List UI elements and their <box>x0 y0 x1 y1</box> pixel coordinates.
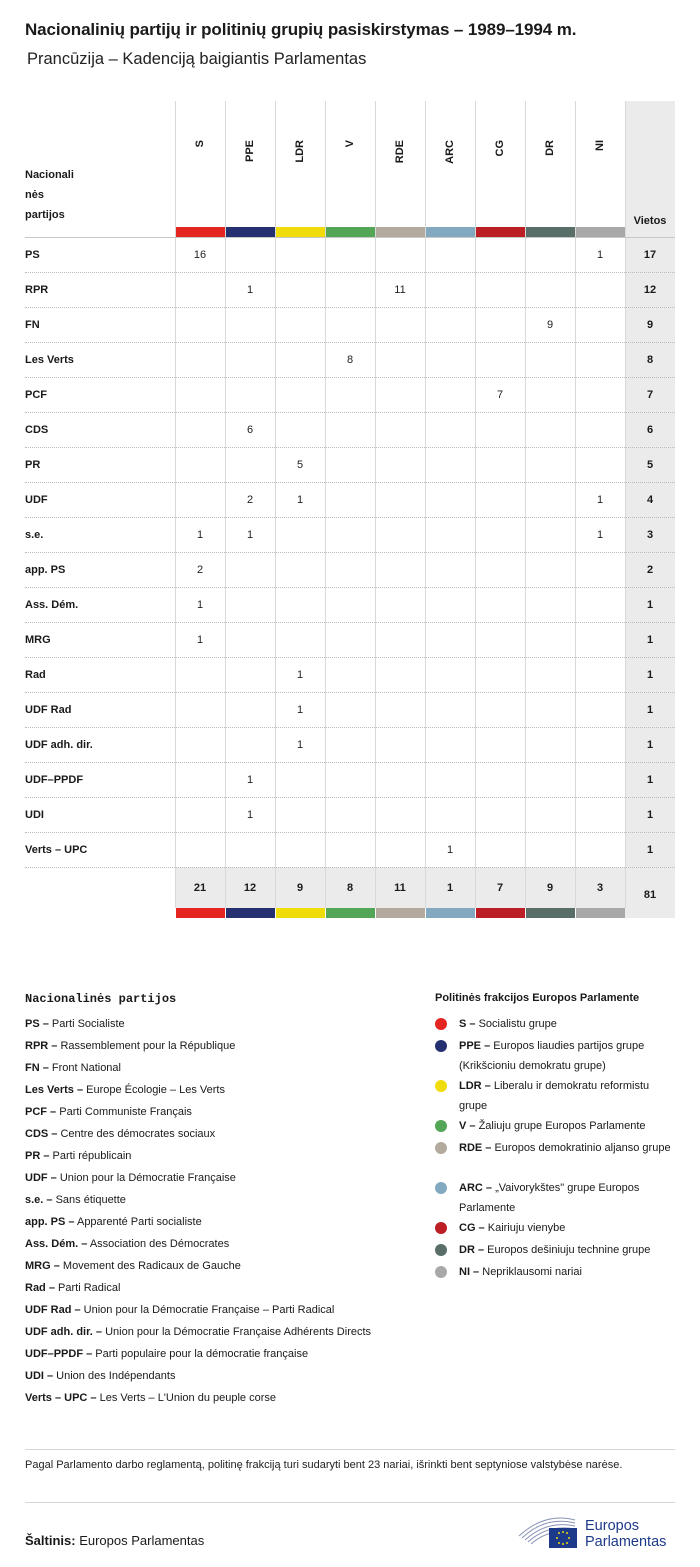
group-color-dot <box>435 1040 447 1052</box>
group-header-cg: CG <box>494 140 506 157</box>
row-divider <box>25 272 675 273</box>
legend-abbr: DR – <box>459 1244 485 1256</box>
party-label: Ass. Dém. <box>25 598 79 611</box>
page-subtitle: Prancūzija – Kadenciją baigiantis Parlamentas <box>27 50 367 68</box>
footnote: Pagal Parlamento darbo reglamentą, politinę frakciją turi sudaryti bent 23 nariai, išrinkti bent septyniose valstybėse narėse. <box>25 1459 623 1471</box>
table-cell-value: 1 <box>196 598 204 611</box>
table-cell-value: 7 <box>496 388 504 401</box>
column-total: 12 <box>243 881 257 894</box>
group-color-bar <box>576 227 625 237</box>
legend-abbr: CG – <box>459 1222 485 1234</box>
party-label: app. PS <box>25 563 66 576</box>
group-color-bar <box>176 227 225 237</box>
row-total: 1 <box>646 843 654 856</box>
party-label: FN <box>25 318 40 331</box>
national-legend-item <box>25 1234 229 1254</box>
table-cell-value: 1 <box>246 808 254 821</box>
row-divider <box>25 587 675 588</box>
table-cell-value: 1 <box>246 773 254 786</box>
table-cell-value: 6 <box>246 423 254 436</box>
group-color-bar-bottom <box>226 908 275 918</box>
row-header-label: Nacionali <box>25 169 74 181</box>
row-header-label: nės <box>25 189 44 201</box>
group-legend-item <box>459 1240 674 1260</box>
legend-abbr: MRG – <box>25 1260 60 1272</box>
group-color-dot <box>435 1222 447 1234</box>
row-total: 1 <box>646 808 654 821</box>
group-legend-item <box>459 1262 674 1282</box>
row-total: 1 <box>646 668 654 681</box>
national-legend-item <box>25 1366 175 1386</box>
column-total: 1 <box>446 881 454 894</box>
column-total: 7 <box>496 881 504 894</box>
row-divider <box>25 307 675 308</box>
row-total: 4 <box>646 493 654 506</box>
source-label: Šaltinis: <box>25 1533 76 1548</box>
legend-name: Rassemblement pour la République <box>57 1040 236 1052</box>
national-legend-item <box>25 1256 241 1276</box>
national-legend-heading: Nacionalinės partijos <box>25 992 177 1006</box>
legend-name: Parti populaire pour la démocratie française <box>92 1348 309 1360</box>
legend-abbr: FN – <box>25 1062 49 1074</box>
table-cell-value: 1 <box>296 703 304 716</box>
row-divider <box>25 377 675 378</box>
party-label: UDF adh. dir. <box>25 738 93 751</box>
party-label: UDF–PPDF <box>25 773 84 786</box>
table-cell-value: 1 <box>596 528 604 541</box>
row-divider <box>25 622 675 623</box>
legend-abbr: UDF Rad – <box>25 1304 81 1316</box>
national-legend-item <box>25 1146 131 1166</box>
table-cell-value: 8 <box>346 353 354 366</box>
group-color-bar <box>526 227 575 237</box>
legend-name: Europos liaudies partijos grupe (Krikšcioniu demokratu grupe) <box>459 1040 645 1072</box>
table-cell-value: 1 <box>246 283 254 296</box>
legend-abbr: ARC – <box>459 1182 493 1194</box>
legend-abbr: LDR – <box>459 1080 491 1092</box>
table-cell-value: 1 <box>296 668 304 681</box>
group-color-bar <box>226 227 275 237</box>
table-cell-value: 1 <box>596 248 604 261</box>
legend-name: Kairiuju vienybe <box>484 1222 566 1234</box>
row-divider <box>25 692 675 693</box>
table-cell-value: 1 <box>296 738 304 751</box>
group-legend-item <box>459 1218 674 1238</box>
group-color-bar <box>476 227 525 237</box>
legend-abbr: CDS – <box>25 1128 58 1140</box>
group-header-v: V <box>344 140 356 148</box>
group-color-dot <box>435 1120 447 1132</box>
table-cell-value: 1 <box>446 843 454 856</box>
party-label: CDS <box>25 423 49 436</box>
group-legend-item <box>459 1076 674 1116</box>
national-legend-item <box>25 1388 276 1408</box>
row-divider <box>25 797 675 798</box>
legend-name: Sans étiquette <box>52 1194 126 1206</box>
legend-abbr: RDE – <box>459 1142 492 1154</box>
national-legend-item <box>25 1102 192 1122</box>
row-divider <box>25 447 675 448</box>
group-color-dot <box>435 1182 447 1194</box>
party-label: UDF <box>25 493 48 506</box>
group-color-bar <box>276 227 325 237</box>
group-color-bar-bottom <box>426 908 475 918</box>
grand-total: 81 <box>643 888 657 901</box>
party-label: Les Verts <box>25 353 74 366</box>
group-legend-item <box>459 1116 674 1136</box>
legend-name: Front National <box>48 1062 121 1074</box>
national-legend-item <box>25 1058 121 1078</box>
party-label: s.e. <box>25 528 44 541</box>
row-total: 9 <box>646 318 654 331</box>
column-divider <box>475 101 476 908</box>
row-header-label: partijos <box>25 209 65 221</box>
party-label: RPR <box>25 283 49 296</box>
column-divider <box>375 101 376 908</box>
table-cell-value: 1 <box>196 633 204 646</box>
group-color-bar <box>326 227 375 237</box>
national-legend-item <box>25 1168 236 1188</box>
legend-abbr: UDF–PPDF – <box>25 1348 93 1360</box>
row-divider <box>25 552 675 553</box>
table-cell-value: 11 <box>394 283 406 296</box>
table-cell-value: 5 <box>296 458 304 471</box>
legend-abbr: UDF adh. dir. – <box>25 1326 103 1338</box>
national-legend-item <box>25 1322 371 1342</box>
group-color-bar-bottom <box>476 908 525 918</box>
legend-name: Parti Radical <box>54 1282 121 1294</box>
legend-name: Union des Indépendants <box>53 1370 176 1382</box>
legend-name: Žaliuju grupe Europos Parlamente <box>475 1120 646 1132</box>
legend-abbr: RPR – <box>25 1040 58 1052</box>
column-total: 9 <box>296 881 304 894</box>
table-cell-value: 9 <box>546 318 554 331</box>
group-color-bar-bottom <box>176 908 225 918</box>
row-divider <box>25 727 675 728</box>
legend-abbr: s.e. – <box>25 1194 53 1206</box>
legend-name: Liberalu ir demokratu reformistu grupe <box>459 1080 650 1112</box>
column-total: 21 <box>193 881 207 894</box>
legend-name: Union pour la Démocratie Française <box>56 1172 236 1184</box>
table-cell-value: 2 <box>246 493 254 506</box>
group-legend-item <box>459 1036 674 1076</box>
table-cell-value: 1 <box>596 493 604 506</box>
legend-abbr: UDI – <box>25 1370 54 1382</box>
legend-abbr: NI – <box>459 1266 480 1278</box>
row-divider <box>25 832 675 833</box>
column-total: 3 <box>596 881 604 894</box>
table-cell-value: 1 <box>196 528 204 541</box>
logo-text <box>585 1518 666 1550</box>
group-header-ppe: PPE <box>244 140 256 163</box>
table-cell-value: 1 <box>296 493 304 506</box>
row-total: 12 <box>643 283 657 296</box>
legend-name: Europos demokratinio aljanso grupe <box>491 1142 671 1154</box>
row-divider <box>25 412 675 413</box>
national-legend-item <box>25 1014 125 1034</box>
group-color-bar-bottom <box>376 908 425 918</box>
party-label: UDF Rad <box>25 703 72 716</box>
column-divider <box>425 101 426 908</box>
column-divider <box>525 101 526 908</box>
legend-abbr: UDF – <box>25 1172 57 1184</box>
table-cell-value: 2 <box>196 563 204 576</box>
legend-abbr: PPE – <box>459 1040 491 1052</box>
row-total: 3 <box>646 528 654 541</box>
row-total: 1 <box>646 773 654 786</box>
legend-abbr: app. PS – <box>25 1216 75 1228</box>
national-legend-item <box>25 1124 215 1144</box>
national-legend-item <box>25 1344 308 1364</box>
row-total: 1 <box>646 703 654 716</box>
legend-abbr: S – <box>459 1018 476 1030</box>
group-color-bar-bottom <box>326 908 375 918</box>
legend-name: Europe Écologie – Les Verts <box>83 1084 225 1096</box>
legend-name: Apparenté Parti socialiste <box>74 1216 202 1228</box>
legend-name: Movement des Radicaux de Gauche <box>59 1260 241 1272</box>
group-header-ni: NI <box>594 140 606 151</box>
group-header-s: S <box>194 140 206 148</box>
legend-name: Union pour la Démocratie Française Adhérents Directs <box>102 1326 372 1338</box>
divider <box>25 1502 675 1503</box>
legend-name: Nepriklausomi nariai <box>479 1266 582 1278</box>
logo-line2: Parlamentas <box>585 1534 667 1550</box>
legend-name: „Vaivorykštes" grupe Europos Parlamente <box>459 1182 640 1214</box>
group-color-dot <box>435 1266 447 1278</box>
group-header-arc: ARC <box>444 140 456 164</box>
national-legend-item <box>25 1300 334 1320</box>
legend-abbr: PCF – <box>25 1106 57 1118</box>
group-legend-item <box>459 1014 674 1034</box>
group-color-dot <box>435 1142 447 1154</box>
national-legend-item <box>25 1212 202 1232</box>
column-divider <box>175 101 176 908</box>
party-label: PS <box>25 248 40 261</box>
national-legend-item <box>25 1278 120 1298</box>
group-color-dot <box>435 1244 447 1256</box>
group-color-bar-bottom <box>276 908 325 918</box>
total-header: Vietos <box>633 215 667 227</box>
row-total: 6 <box>646 423 654 436</box>
column-total: 8 <box>346 881 354 894</box>
legend-abbr: PS – <box>25 1018 49 1030</box>
party-label: MRG <box>25 633 51 646</box>
group-color-dot <box>435 1018 447 1030</box>
legend-abbr: V – <box>459 1120 476 1132</box>
table-cell-value: 1 <box>246 528 254 541</box>
legend-abbr: PR – <box>25 1150 50 1162</box>
party-label: UDI <box>25 808 44 821</box>
group-legend-item <box>459 1138 674 1158</box>
row-total: 7 <box>646 388 654 401</box>
row-divider <box>25 657 675 658</box>
column-total: 11 <box>394 881 406 894</box>
row-total: 1 <box>646 738 654 751</box>
row-total: 8 <box>646 353 654 366</box>
group-legend-heading: Politinės frakcijos Europos Parlamente <box>435 992 640 1004</box>
group-header-dr: DR <box>544 140 556 156</box>
row-total: 1 <box>646 633 654 646</box>
party-label: PR <box>25 458 41 471</box>
legend-name: Parti Socialiste <box>48 1018 125 1030</box>
table-cell-value: 16 <box>193 248 207 261</box>
group-color-bar-bottom <box>526 908 575 918</box>
row-total: 5 <box>646 458 654 471</box>
legend-name: Centre des démocrates sociaux <box>57 1128 216 1140</box>
legend-abbr: Ass. Dém. – <box>25 1238 88 1250</box>
divider <box>25 1449 675 1450</box>
page-title: Nacionalinių partijų ir politinių grupių pasiskirstymas – 1989–1994 m. <box>25 20 577 39</box>
legend-abbr: Les Verts – <box>25 1084 84 1096</box>
group-color-bar-bottom <box>576 908 625 918</box>
group-color-dot <box>435 1080 447 1092</box>
party-label: Rad <box>25 668 46 681</box>
row-total: 2 <box>646 563 654 576</box>
legend-name: Parti républicain <box>49 1150 132 1162</box>
legend-abbr: Rad – <box>25 1282 55 1294</box>
group-header-rde: RDE <box>394 140 406 164</box>
national-legend-item <box>25 1080 225 1100</box>
row-divider <box>25 762 675 763</box>
national-legend-item <box>25 1036 235 1056</box>
group-header-ldr: LDR <box>294 140 306 163</box>
legend-name: Parti Communiste Français <box>56 1106 192 1118</box>
legend-name: Union pour la Démocratie Française – Parti Radical <box>80 1304 335 1316</box>
legend-name: Association des Démocrates <box>87 1238 230 1250</box>
row-total: 1 <box>646 598 654 611</box>
legend-name: Les Verts – L'Union du peuple corse <box>96 1392 276 1404</box>
group-color-bar <box>426 227 475 237</box>
source-line <box>25 1533 204 1548</box>
group-color-bar <box>376 227 425 237</box>
party-label: PCF <box>25 388 47 401</box>
group-legend-item <box>459 1178 674 1218</box>
source-value: Europos Parlamentas <box>79 1533 205 1548</box>
row-total: 17 <box>643 248 657 261</box>
legend-name: Socialistu grupe <box>475 1018 557 1030</box>
column-divider <box>325 101 326 908</box>
legend-name: Europos dešiniuju technine grupe <box>484 1244 651 1256</box>
national-legend-item <box>25 1190 126 1210</box>
logo-line1: Europos <box>585 1518 640 1534</box>
column-total: 9 <box>546 881 554 894</box>
party-label: Verts – UPC <box>25 843 88 856</box>
legend-abbr: Verts – UPC – <box>25 1392 97 1404</box>
